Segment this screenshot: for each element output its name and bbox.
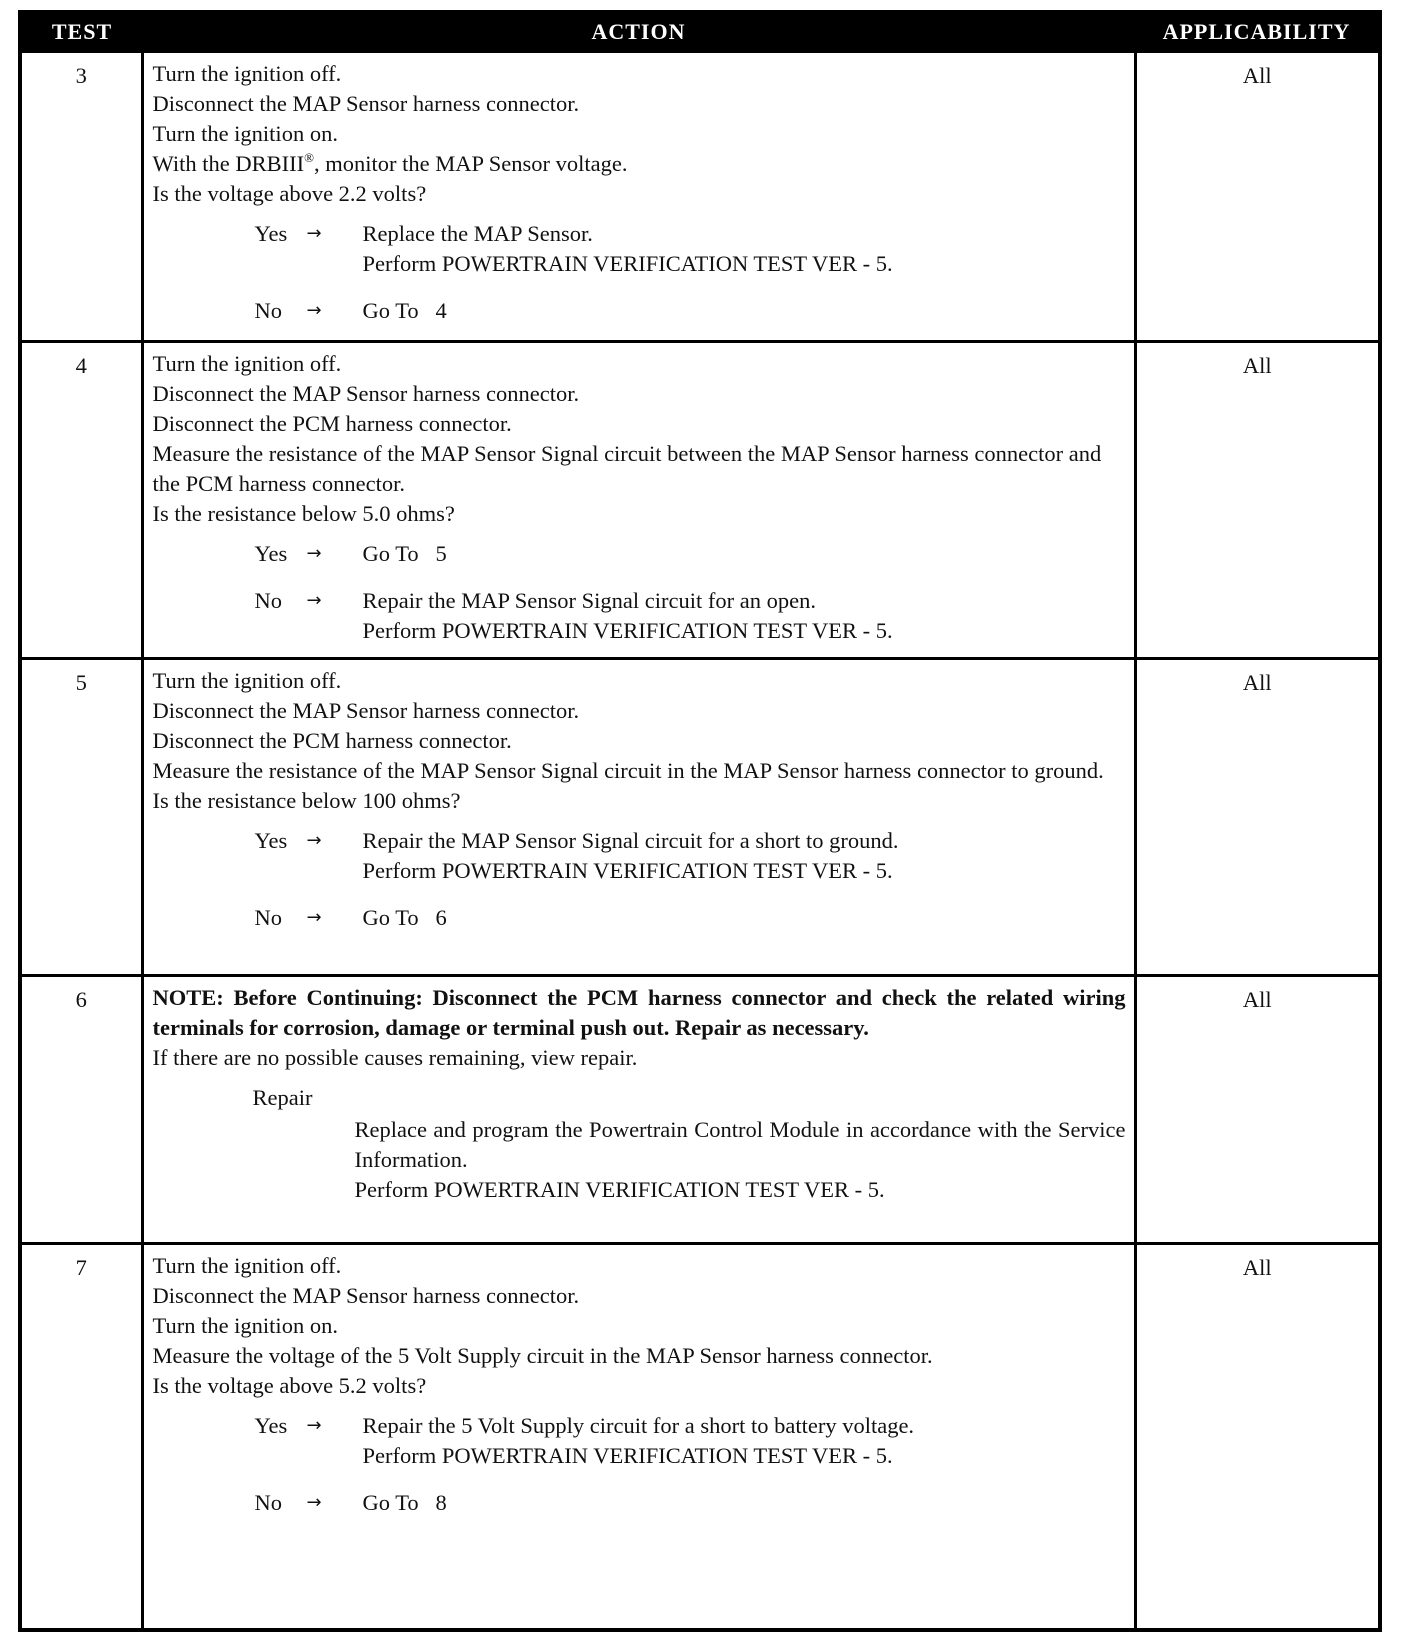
action-cell — [142, 976, 1135, 1244]
step-text: Turn the ignition off. — [152, 351, 342, 376]
table-row — [20, 659, 1380, 976]
action-cell — [142, 659, 1135, 976]
branch-list — [255, 219, 1126, 326]
yes-branch — [255, 1411, 1126, 1471]
applicability-value: All — [1135, 1244, 1380, 1631]
applicability-value: All — [1135, 52, 1380, 342]
arrow-right-icon: → — [306, 1492, 322, 1513]
step-text: Disconnect the MAP Sensor harness connector. — [152, 1283, 580, 1308]
yes-branch — [255, 826, 1126, 886]
no-branch — [255, 1488, 1126, 1518]
arrow-right-icon: → — [306, 1415, 322, 1436]
question-text: Is the voltage above 5.2 volts? — [152, 1373, 427, 1398]
repair-text: Perform POWERTRAIN VERIFICATION TEST VER - 5. — [354, 1177, 885, 1202]
step-text: Turn the ignition off. — [152, 61, 342, 86]
registered-mark: ® — [304, 150, 314, 165]
no-label: No — [254, 298, 282, 323]
yes-label: Yes — [254, 221, 288, 246]
branch-text: Go To 5 — [362, 541, 447, 566]
branch-text: Perform POWERTRAIN VERIFICATION TEST VER - 5. — [362, 858, 893, 883]
action-cell — [142, 1244, 1135, 1631]
no-label: No — [254, 588, 282, 613]
question-text: Is the voltage above 2.2 volts? — [152, 181, 427, 206]
step-text: Turn the ignition on. — [152, 121, 338, 146]
test-number: 4 — [20, 342, 142, 659]
header-action: ACTION — [142, 12, 1135, 52]
arrow-right-icon: → — [306, 907, 322, 928]
no-branch — [255, 903, 1126, 933]
question-text: Is the resistance below 100 ohms? — [152, 788, 461, 813]
branch-text: Perform POWERTRAIN VERIFICATION TEST VER - 5. — [362, 251, 893, 276]
yes-label: Yes — [254, 828, 288, 853]
step-text: Disconnect the PCM harness connector. — [152, 411, 512, 436]
applicability-value: All — [1135, 342, 1380, 659]
arrow-right-icon: → — [306, 223, 322, 244]
arrow-right-icon: → — [306, 830, 322, 851]
branch-list — [255, 539, 1126, 646]
action-cell — [142, 342, 1135, 659]
note-text: NOTE: Before Continuing: Disconnect the PCM harness connector and check the related wiring terminals for corrosion, damage or terminal push out. Repair as necessary. — [152, 985, 1126, 1040]
step-text: Disconnect the MAP Sensor harness connector. — [152, 381, 580, 406]
branch-list — [255, 1411, 1126, 1518]
test-number: 5 — [20, 659, 142, 976]
step-text: If there are no possible causes remaining, view repair. — [152, 1045, 638, 1070]
table-row — [20, 1244, 1380, 1631]
step-text: Disconnect the MAP Sensor harness connector. — [152, 698, 580, 723]
step-text: Disconnect the MAP Sensor harness connector. — [152, 91, 580, 116]
test-number: 7 — [20, 1244, 142, 1631]
branch-text: Repair the MAP Sensor Signal circuit for an open. — [362, 588, 816, 613]
branch-text: Go To 4 — [362, 298, 447, 323]
step-text: Disconnect the PCM harness connector. — [152, 728, 512, 753]
repair-body — [355, 1115, 1126, 1205]
arrow-right-icon: → — [306, 300, 322, 321]
branch-text: Replace the MAP Sensor. — [362, 221, 593, 246]
yes-branch — [255, 219, 1126, 279]
action-cell — [142, 52, 1135, 342]
branch-text: Repair the MAP Sensor Signal circuit for a short to ground. — [362, 828, 899, 853]
table-row — [20, 342, 1380, 659]
step-text: Measure the resistance of the MAP Sensor Signal circuit in the MAP Sensor harness connector to ground. — [152, 758, 1104, 783]
branch-list — [255, 826, 1126, 933]
branch-text: Repair the 5 Volt Supply circuit for a short to battery voltage. — [362, 1413, 915, 1438]
step-text: Measure the resistance of the MAP Sensor Signal circuit between the MAP Sensor harness connector and the PCM harness connector. — [152, 441, 1102, 496]
header-applicability: APPLICABILITY — [1135, 12, 1380, 52]
yes-label: Yes — [254, 541, 288, 566]
yes-branch — [255, 539, 1126, 569]
repair-text: Replace and program the Powertrain Control Module in accordance with the Service Information. — [354, 1117, 1126, 1172]
header-test: TEST — [20, 12, 142, 52]
branch-text: Go To 6 — [362, 905, 447, 930]
step-text: Turn the ignition off. — [152, 668, 342, 693]
step-text: With the DRBIII®, monitor the MAP Sensor voltage. — [152, 150, 628, 176]
branch-text: Go To 8 — [362, 1490, 447, 1515]
diagnostic-table — [18, 10, 1382, 1632]
yes-label: Yes — [254, 1413, 288, 1438]
branch-text: Perform POWERTRAIN VERIFICATION TEST VER - 5. — [362, 1443, 893, 1468]
step-text: Measure the voltage of the 5 Volt Supply circuit in the MAP Sensor harness connector. — [152, 1343, 933, 1368]
applicability-value: All — [1135, 976, 1380, 1244]
table-header-row — [20, 12, 1380, 52]
test-number: 6 — [20, 976, 142, 1244]
branch-text: Perform POWERTRAIN VERIFICATION TEST VER - 5. — [362, 618, 893, 643]
applicability-value: All — [1135, 659, 1380, 976]
repair-label: Repair — [252, 1085, 313, 1110]
no-branch — [255, 586, 1126, 646]
step-text: Turn the ignition on. — [152, 1313, 338, 1338]
test-number: 3 — [20, 52, 142, 342]
no-label: No — [254, 905, 282, 930]
step-text: Turn the ignition off. — [152, 1253, 342, 1278]
table-row — [20, 976, 1380, 1244]
arrow-right-icon: → — [306, 543, 322, 564]
diagnostic-test-sheet — [18, 10, 1378, 1632]
table-row — [20, 52, 1380, 342]
arrow-right-icon: → — [306, 590, 322, 611]
question-text: Is the resistance below 5.0 ohms? — [152, 501, 455, 526]
no-branch — [255, 296, 1126, 326]
no-label: No — [254, 1490, 282, 1515]
